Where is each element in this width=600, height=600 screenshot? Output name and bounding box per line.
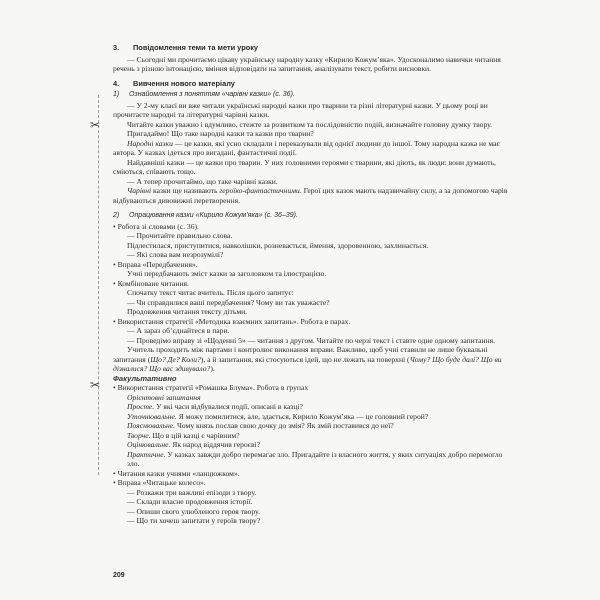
list-item: • Комбіноване читання. bbox=[113, 279, 513, 289]
scissors-icon: ✂ bbox=[90, 378, 101, 392]
paragraph: — А зараз об’єднайтеся в пари. bbox=[127, 326, 230, 335]
subsection-heading-2: 2) Опрацювання казки «Кирило Кожум’яка» (с. 36–39). bbox=[113, 212, 298, 219]
list-item: • Вправа «Читацьке колесо». bbox=[113, 478, 513, 488]
paragraph: — Проведімо вправу зі «Щоденні 5» — читання з другом. Читайте по черзі текст і ставте одне одному запитання. bbox=[127, 335, 496, 345]
list-item: • Вправа «Передбачення». bbox=[113, 260, 513, 270]
optional-heading: Факультативно bbox=[113, 373, 177, 383]
paragraph: Учні передбачають зміст казки за заголовком та ілюстрацією. bbox=[127, 269, 327, 278]
cut-line bbox=[98, 95, 99, 475]
paragraph: — Чи справдилися ваші передбачення? Чому ви так уважаєте? bbox=[127, 297, 330, 307]
question: Пояснювальне. Чому князь послав свою дочку до змія? Як змій поставився до неї? bbox=[127, 421, 394, 430]
subsection-heading-1: 1) Ознайомлення з поняттям «чарівні казки» (с. 36). bbox=[113, 91, 295, 98]
scissors-icon: ✂ bbox=[90, 118, 101, 132]
question: Оцінювальне. Як народ віддячив героєві? bbox=[127, 440, 261, 449]
section-heading-3: 3. Повідомлення теми та мети уроку bbox=[113, 43, 259, 52]
paragraph: Продовження читання тексту дітьми. bbox=[127, 307, 248, 316]
paragraph: Пригадаймо! Що таке народні казки та казки про тварин? bbox=[127, 129, 314, 138]
paragraph: Народні казки — це казки, які усно складали і переказували від однієї людини до іншої. Тому народна казка не має автора. У казках ідеться про вигадані, фантастичні події. bbox=[113, 138, 500, 157]
question: Просте. У які часи відбувалися події, описані в казці? bbox=[127, 402, 303, 411]
paragraph: — Що ти хочеш запитати у героїв твору? bbox=[127, 516, 261, 525]
list-item: • Використання стратегії «Ромашка Блума». Робота в групах bbox=[113, 383, 513, 393]
paragraph: — Склади власне продовження історії. bbox=[127, 497, 253, 506]
page-number: 209 bbox=[113, 572, 125, 579]
paragraph: Читайте казки уважно і вдумливо, стежте за розвитком та послідовністю подій, визначайте головну думку твору. bbox=[127, 119, 493, 129]
paragraph: Підлестилася, приступитися, навколішки, розневається, ймення, здоровенною, захлинається. bbox=[127, 240, 429, 250]
paragraph: — А тепер прочитаймо, що таке чарівні казки. bbox=[127, 176, 278, 186]
question: Практичне. У казках завжди добро перемагає зло. Пригадайте із власного життя, у яких ситуаціях добро перемогло зло. bbox=[127, 449, 503, 468]
paragraph: — Опиши свого улюбленого героя твору. bbox=[127, 506, 260, 516]
list-item: • Робота зі словами (с. 36). bbox=[113, 222, 513, 232]
page-body bbox=[113, 42, 513, 526]
paragraph: Чарівні казки ще називають героїко-фантастичними. Герої цих казок мають надзвичайну силу, а за допомогою чарів відбуваються дивовижні перетворення. bbox=[113, 186, 508, 205]
list-item: • Читання казки учнями «ланцюжком». bbox=[113, 469, 513, 479]
paragraph: — Сьогодні ми прочитаємо цікаву українську народну казку «Кирило Кожум’яка». Удосконалимо навички читання речень з різною інтонацією, вміння відповідати на запитання, аналізувати текст, робити висновки. bbox=[113, 54, 501, 73]
paragraph: — Розкажи три важливі епізоди з твору. bbox=[127, 487, 257, 497]
paragraph: Найдавніші казки — це казки про тварин. У них головними героями є тварини, які діють, як люди: вони думають, сміються, співають тощо. bbox=[113, 157, 496, 176]
paragraph: — У 2-му класі ви вже читали українські народні казки про тварини та різні літературні казки. У цьому році ви прочитаєте народні та літературні чарівні казки. bbox=[113, 100, 488, 119]
paragraph: Спочатку текст читає вчитель. Після цього запитує: bbox=[127, 288, 294, 297]
list-item: • Використання стратегії «Методика взаємних запитань». Робота в парах. bbox=[113, 317, 513, 327]
questions-heading: Орієнтовні запитання bbox=[127, 392, 201, 402]
paragraph: — Які слова вам незрозумілі? bbox=[127, 250, 224, 259]
question: Уточнювальне. Я можу помилитися, але, здається, Кирило Кожум’яка — це головний герой? bbox=[127, 411, 429, 421]
section-heading-4: 4. Вивчення нового матеріалу bbox=[113, 78, 235, 88]
paragraph: Учитель проходить між партами і контролює виконання вправи. Важливо, щоб учні ставили не лише буквальні запитання (Що? Де? Коли?), а й запитання, які стосуються ідей, що не лежать на поверхні (Чому? Що буде далі? Що ви дізналися? Що вас здивувало?). bbox=[113, 345, 502, 373]
paragraph: — Прочитайте правильно слова. bbox=[127, 231, 233, 240]
question: Творче. Що в цій казці є чарівним? bbox=[127, 430, 240, 440]
